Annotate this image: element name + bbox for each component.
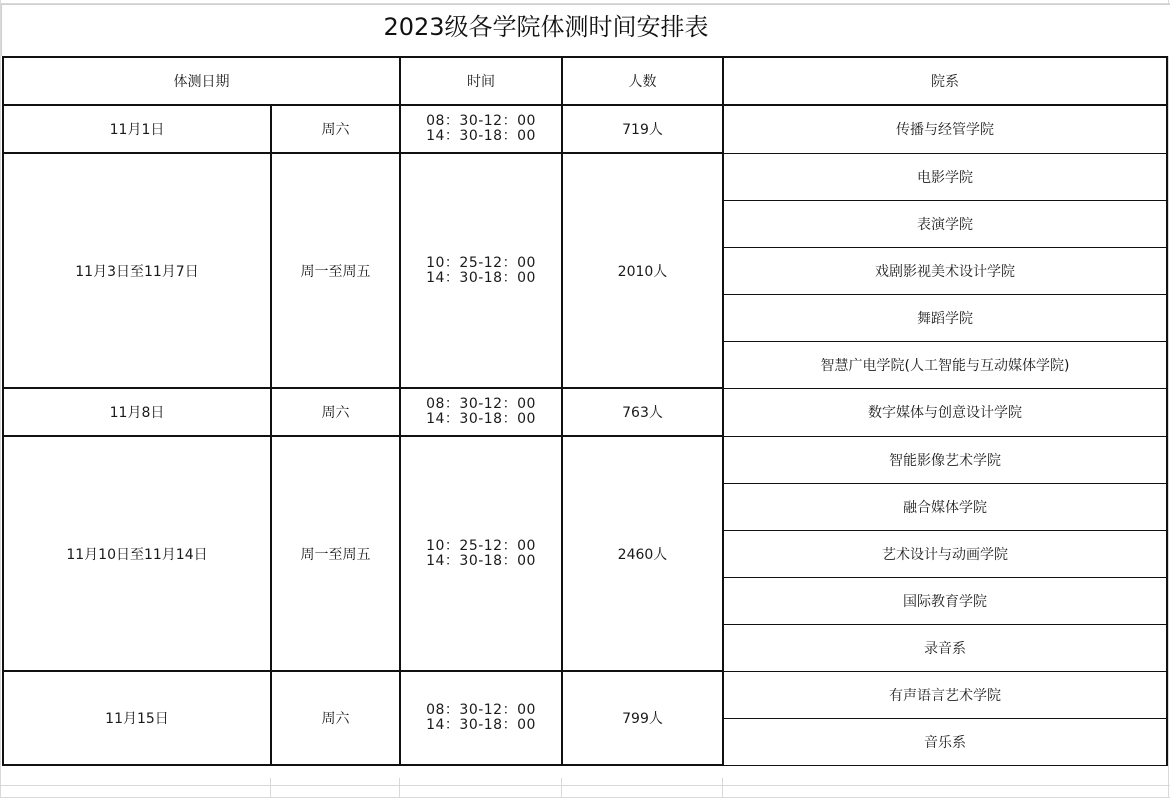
weekday-cell[interactable]: 周六 xyxy=(271,388,400,436)
count-cell[interactable]: 799人 xyxy=(562,671,723,765)
header-date[interactable]: 体测日期 xyxy=(3,57,400,105)
dept-cell[interactable]: 戏剧影视美术设计学院 xyxy=(723,247,1167,294)
table-row xyxy=(3,671,1167,718)
table-row xyxy=(3,105,1167,153)
page-title: 2023级各学院体测时间安排表 xyxy=(383,13,709,41)
time-cell[interactable] xyxy=(400,105,562,153)
table-row xyxy=(3,436,1167,483)
time-range: 08：30-12：00 xyxy=(426,396,536,412)
date-cell[interactable]: 11月15日 xyxy=(3,671,271,765)
dept-cell[interactable]: 融合媒体学院 xyxy=(723,483,1167,530)
time-range: 08：30-12：00 xyxy=(426,113,536,129)
header-dept[interactable]: 院系 xyxy=(723,57,1167,105)
count-cell[interactable]: 719人 xyxy=(562,105,723,153)
time-range: 10：25-12：00 xyxy=(426,537,536,554)
time-range: 14：30-18：00 xyxy=(426,269,536,286)
dept-cell[interactable]: 智能影像艺术学院 xyxy=(723,436,1167,483)
dept-cell[interactable]: 电影学院 xyxy=(723,153,1167,200)
count-cell[interactable]: 2010人 xyxy=(562,153,723,388)
time-range: 08：30-12：00 xyxy=(426,702,536,718)
weekday-cell[interactable]: 周一至周五 xyxy=(271,153,400,388)
header-time[interactable]: 时间 xyxy=(400,57,562,105)
dept-cell[interactable]: 录音系 xyxy=(723,624,1167,671)
weekday-cell[interactable]: 周一至周五 xyxy=(271,436,400,671)
dept-cell[interactable]: 智慧广电学院(人工智能与互动媒体学院) xyxy=(723,341,1167,388)
time-range: 14：30-18：00 xyxy=(426,717,536,733)
time-cell[interactable] xyxy=(400,388,562,436)
dept-cell[interactable]: 表演学院 xyxy=(723,200,1167,247)
weekday-cell[interactable]: 周六 xyxy=(271,105,400,153)
table-row xyxy=(3,153,1167,200)
date-cell[interactable]: 11月3日至11月7日 xyxy=(3,153,271,388)
dept-cell[interactable]: 音乐系 xyxy=(723,718,1167,765)
dept-cell[interactable]: 艺术设计与动画学院 xyxy=(723,530,1167,577)
table-row xyxy=(3,388,1167,436)
dept-cell[interactable]: 数字媒体与创意设计学院 xyxy=(723,388,1167,436)
time-range: 14：30-18：00 xyxy=(426,411,536,427)
date-cell[interactable]: 11月1日 xyxy=(3,105,271,153)
count-cell[interactable]: 2460人 xyxy=(562,436,723,671)
schedule-table xyxy=(2,56,1168,766)
time-range: 14：30-18：00 xyxy=(426,128,536,144)
time-range: 10：25-12：00 xyxy=(426,254,536,271)
count-cell[interactable]: 763人 xyxy=(562,388,723,436)
header-count[interactable]: 人数 xyxy=(562,57,723,105)
date-cell[interactable]: 11月8日 xyxy=(3,388,271,436)
time-cell[interactable] xyxy=(400,153,562,388)
dept-cell[interactable]: 国际教育学院 xyxy=(723,577,1167,624)
time-cell[interactable] xyxy=(400,436,562,671)
date-cell[interactable]: 11月10日至11月14日 xyxy=(3,436,271,671)
weekday-cell[interactable]: 周六 xyxy=(271,671,400,765)
time-cell[interactable] xyxy=(400,671,562,765)
time-range: 14：30-18：00 xyxy=(426,552,536,569)
header-row xyxy=(3,57,1167,105)
dept-cell[interactable]: 有声语言艺术学院 xyxy=(723,671,1167,718)
dept-cell[interactable]: 传播与经管学院 xyxy=(723,105,1167,153)
dept-cell[interactable]: 舞蹈学院 xyxy=(723,294,1167,341)
